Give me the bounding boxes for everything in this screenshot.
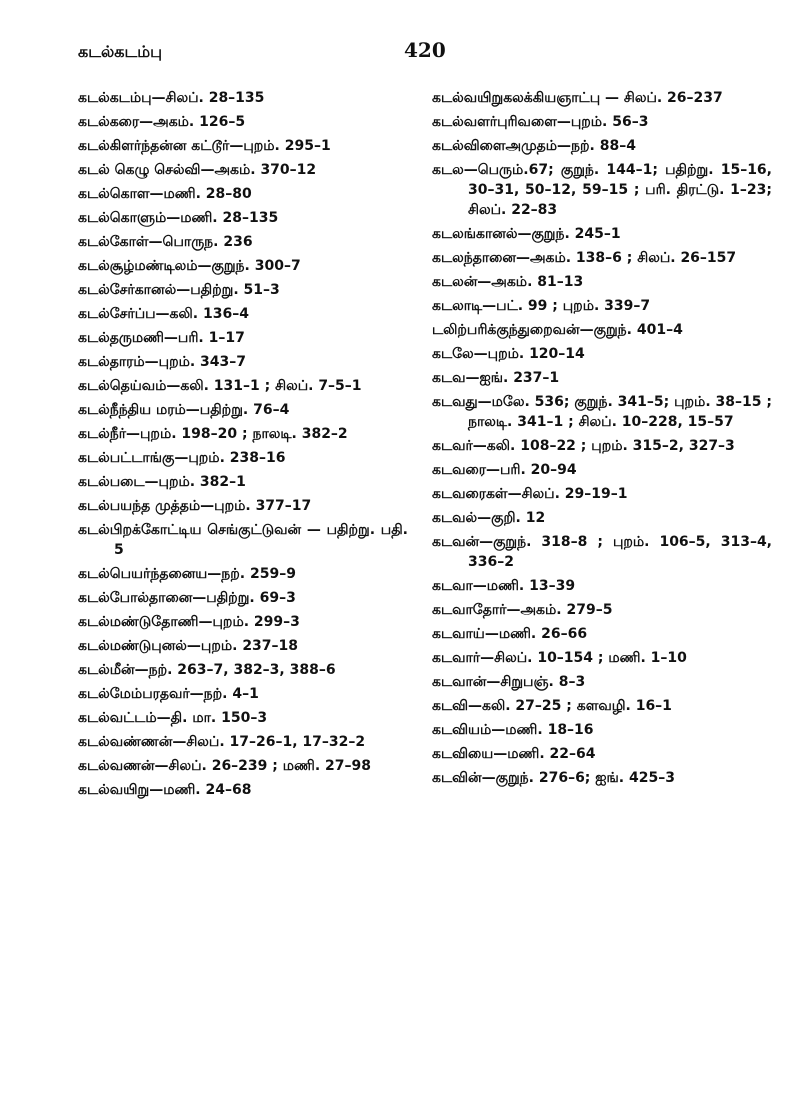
index-entry: கடவா—மணி. 13–39 (432, 578, 576, 594)
page-header (78, 38, 770, 78)
index-entry: கடவன்—குறுந். 318–8 ; புறம். 106–5, 313–4, 336–2 (432, 534, 772, 570)
index-entry: கடல்வண்ணன்—சிலப். 17–26–1, 17–32–2 (78, 734, 366, 750)
index-entry: கடல்மண்டுபுனல்—புறம். 237–18 (78, 638, 299, 654)
index-entry: கடல்பயந்த முத்தம்—புறம். 377–17 (78, 498, 312, 514)
index-entry: கடவர்—கலி. 108–22 ; புறம். 315–2, 327–3 (432, 438, 735, 454)
index-entry: கடவல்—குறி. 12 (432, 510, 546, 526)
index-entry: கடவியம்—மணி. 18–16 (432, 722, 594, 738)
index-entry: கடவாய்—மணி. 26–66 (432, 626, 588, 642)
index-entry: கடல்நீந்திய மரம்—பதிற்று. 76–4 (78, 402, 290, 418)
running-head: கடல்கடம்பு (78, 42, 162, 61)
index-entry: கடல்பெயர்ந்தனைய—நற். 259–9 (78, 566, 296, 582)
index-entry: கடல்கடம்பு—சிலப். 28–135 (78, 90, 265, 106)
index-entry: கடவது—மலே. 536; குறுந். 341–5; புறம். 38–15 ; நாலடி. 341–1 ; சிலப். 10–228, 15–57 (432, 394, 772, 430)
index-entry: கடல்மேம்பரதவர்—நற். 4–1 (78, 686, 259, 702)
index-entry: கடல்பிறக்கோட்டிய செங்குட்டுவன் — பதிற்று. பதி. 5 (78, 522, 408, 558)
index-entry: கடலாடி—பட். 99 ; புறம். 339–7 (432, 298, 651, 314)
index-entry: கடல்வயிறுகலக்கியஞாட்பு — சிலப். 26–237 (432, 90, 723, 106)
index-entry: கடலங்கானல்—குறுந். 245–1 (432, 226, 621, 242)
index-entry: கடவரை—பரி. 20–94 (432, 462, 577, 478)
index-entry: கடல்வளர்புரிவளை—புறம். 56–3 (432, 114, 649, 130)
index-entry: கடல்சேர்கானல்—பதிற்று. 51–3 (78, 282, 280, 298)
index-entry: கடல்கொளும்—மணி. 28–135 (78, 210, 279, 226)
index-entry: கடலன்—அகம். 81–13 (432, 274, 584, 290)
index-entry: கடல்கொள—மணி. 28–80 (78, 186, 252, 202)
index-entry: கடல்மண்டுதோணி—புறம். 299–3 (78, 614, 300, 630)
index-entry: கடல்தெய்வம்—கலி. 131–1 ; சிலப். 7–5–1 (78, 378, 362, 394)
index-entry: கடல்படை—புறம். 382–1 (78, 474, 246, 490)
right-column (432, 88, 772, 792)
index-entry: கடல்பட்டாங்கு—புறம். 238–16 (78, 450, 286, 466)
index-entry: கடவ—ஐங். 237–1 (432, 370, 560, 386)
index-entry: கடல்தருமணி—பரி. 1–17 (78, 330, 245, 346)
index-entry: கடல்வயிறு—மணி. 24–68 (78, 782, 252, 798)
index-entry: கடல்கோள்—பொருந. 236 (78, 234, 253, 250)
index-entry: கடல்போல்தானை—பதிற்று. 69–3 (78, 590, 296, 606)
index-entry: கடல்மீன்—நற். 263–7, 382–3, 388–6 (78, 662, 336, 678)
index-entry: கடவரைகள்—சிலப். 29–19–1 (432, 486, 628, 502)
index-entry: கடல—பெரும்.67; குறுந். 144–1; பதிற்று. 15–16, 30–31, 50–12, 59–15 ; பரி. திரட்டு. 1–23; சிலப். 22–83 (432, 162, 772, 218)
index-entry: கடல்சூழ்மண்டிலம்—குறுந். 300–7 (78, 258, 301, 274)
index-entry: கடவார்—சிலப். 10–154 ; மணி. 1–10 (432, 650, 687, 666)
index-entry: கடவான்—சிறுபஞ். 8–3 (432, 674, 586, 690)
page-number: 420 (404, 38, 446, 62)
index-entry: கடல்விளைஅமுதம்—நற். 88–4 (432, 138, 636, 154)
index-entry: டலிற்பரிக்குந்துறைவன்—குறுந். 401–4 (432, 322, 683, 338)
index-entry: கடல்கரை—அகம். 126–5 (78, 114, 246, 130)
index-entry: கடல் கெழு செல்வி—அகம். 370–12 (78, 162, 317, 178)
index-entry: கடலே—புறம். 120–14 (432, 346, 585, 362)
index-entry: கடல்நீர்—புறம். 198–20 ; நாலடி. 382–2 (78, 426, 348, 442)
index-entry: கடலந்தானை—அகம். 138–6 ; சிலப். 26–157 (432, 250, 737, 266)
index-entry: கடவி—கலி. 27–25 ; களவழி. 16–1 (432, 698, 672, 714)
index-entry: கடல்சேர்ப்ப—கலி. 136–4 (78, 306, 249, 322)
index-entry: கடல்தாரம்—புறம். 343–7 (78, 354, 247, 370)
index-entry: கடவின்—குறுந். 276–6; ஐங். 425–3 (432, 770, 675, 786)
left-column (78, 88, 408, 804)
index-entry: கடவாதோர்—அகம். 279–5 (432, 602, 613, 618)
index-entry: கடல்கிளர்ந்தன்ன கட்டூர்—புறம். 295–1 (78, 138, 331, 154)
index-entry: கடல்வட்டம்—தி. மா. 150–3 (78, 710, 268, 726)
index-entry: கடவியை—மணி. 22–64 (432, 746, 596, 762)
index-entry: கடல்வணன்—சிலப். 26–239 ; மணி. 27–98 (78, 758, 372, 774)
